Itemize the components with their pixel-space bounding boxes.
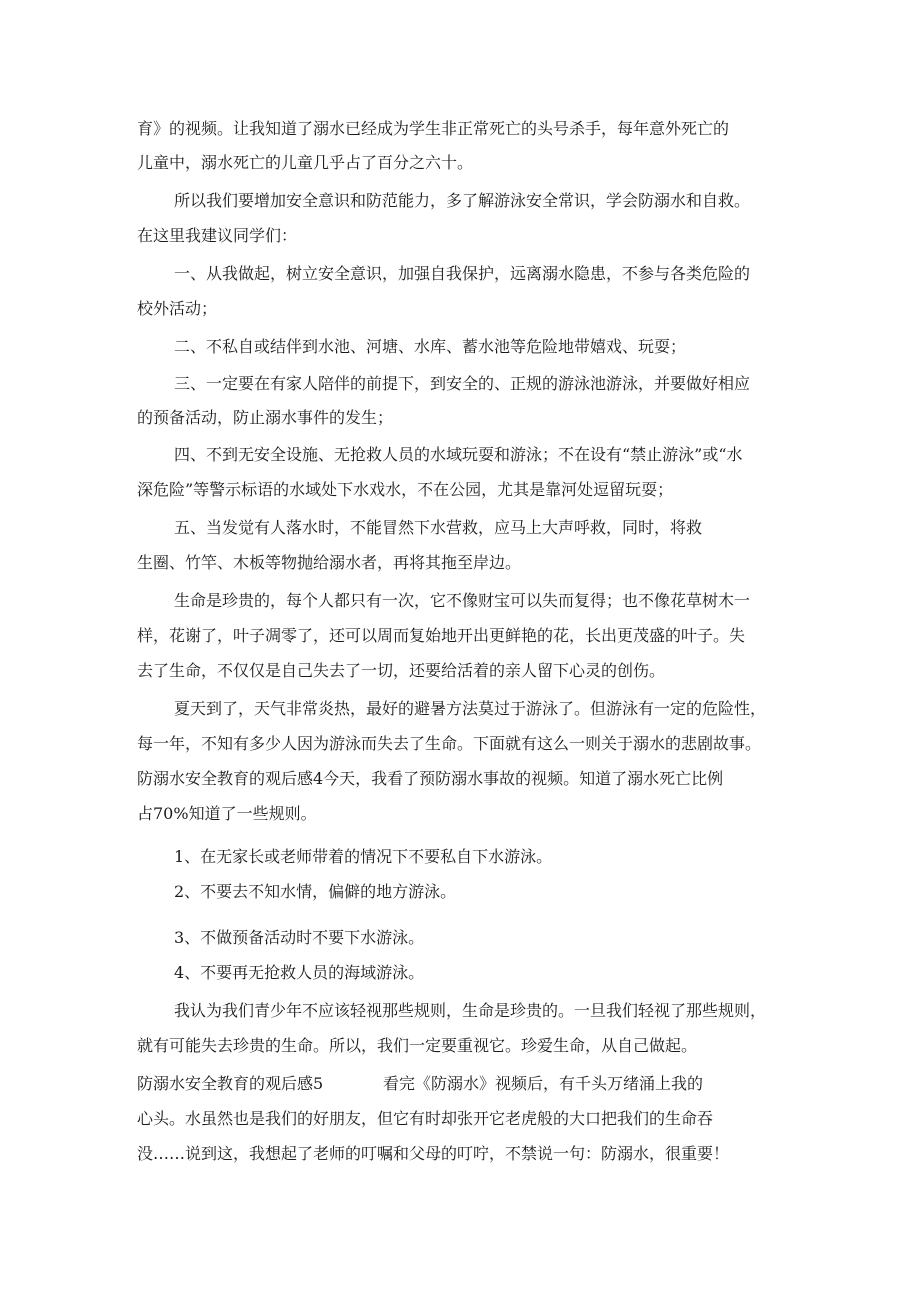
- text-line: 生命是珍贵的，每个人都只有一次，它不像财宝可以失而复得；也不像花草树木一: [174, 591, 751, 610]
- list-item: 3、不做预备活动时不要下水游泳。: [174, 928, 425, 947]
- text-line: 去了生命，不仅仅是自己失去了一切，还要给活着的亲人留下心灵的创伤。: [137, 661, 666, 680]
- list-item: 1、在无家长或老师带着的情况下不要私自下水游泳。: [174, 847, 553, 866]
- text-line: 样，花谢了，叶子凋零了，还可以周而复始地开出更鲜艳的花，长出更茂盛的叶子。失: [137, 626, 746, 645]
- text-line: 儿童中，溺水死亡的儿童几乎占了百分之六十。: [137, 153, 474, 172]
- list-item: 4、不要再无抢救人员的海域游泳。: [174, 963, 425, 982]
- text-line: 的预备活动，防止溺水事件的发生；: [137, 408, 394, 427]
- text-line: 没……说到这，我想起了老师的叮嘱和父母的叮咛，不禁说一句：防溺水，很重要！: [137, 1144, 730, 1163]
- text-line: 看完《防溺水》视频后，有千头万绪涌上我的: [383, 1074, 704, 1093]
- text-line: 夏天到了，天气非常炎热，最好的避暑方法莫过于游泳了。但游泳有一定的危险性，: [174, 699, 767, 718]
- text-line: 每一年，不知有多少人因为游泳而失去了生命。下面就有这么一则关于溺水的悲剧故事。: [137, 734, 762, 753]
- text-line: 就有可能失去珍贵的生命。所以，我们一定要重视它。珍爱生命，从自己做起。: [137, 1036, 698, 1055]
- text-line: 防溺水安全教育的观后感4今天，我看了预防溺水事故的视频。知道了溺水死亡比例: [137, 769, 724, 788]
- text-line: 生圈、竹竿、木板等物抛给溺水者，再将其拖至岸边。: [137, 553, 522, 572]
- text-line: 深危险”等警示标语的水域处下水戏水，不在公园，尤其是靠河处逗留玩耍；: [137, 480, 674, 499]
- text-line: 二、不私自或结伴到水池、河塘、水库、蓄水池等危险地带嬉戏、玩耍；: [174, 337, 687, 356]
- list-item: 2、不要去不知水情，偏僻的地方游泳。: [174, 882, 457, 901]
- text-line: 四、不到无安全设施、无抢救人员的水域玩耍和游泳；不在设有“禁止游泳”或“水: [174, 445, 743, 464]
- text-line: 心头。水虽然也是我们的好朋友，但它有时却张开它老虎般的大口把我们的生命吞: [137, 1109, 714, 1128]
- text-line: 校外活动；: [137, 299, 218, 318]
- text-line: 我认为我们青少年不应该轻视那些规则，生命是珍贵的。一旦我们轻视了那些规则，: [174, 1001, 767, 1020]
- text-line: 育》的视频。让我知道了溺水已经成为学生非正常死亡的头号杀手，每年意外死亡的: [137, 119, 730, 138]
- text-line: 五、当发觉有人落水时，不能冒然下水营救，应马上大声呼救，同时，将救: [174, 518, 703, 537]
- section-heading: 防溺水安全教育的观后感5: [137, 1074, 324, 1093]
- text-line: 一、从我做起，树立安全意识，加强自我保护，远离溺水隐患，不参与各类危险的: [174, 264, 751, 283]
- text-line: 三、一定要在有家人陪伴的前提下，到安全的、正规的游泳池游泳，并要做好相应: [174, 374, 751, 393]
- text-line: 在这里我建议同学们：: [137, 226, 298, 245]
- text-line: 所以我们要增加安全意识和防范能力，多了解游泳安全常识，学会防溺水和自救。: [174, 191, 751, 210]
- text-line: 占70%知道了一些规则。: [137, 804, 317, 823]
